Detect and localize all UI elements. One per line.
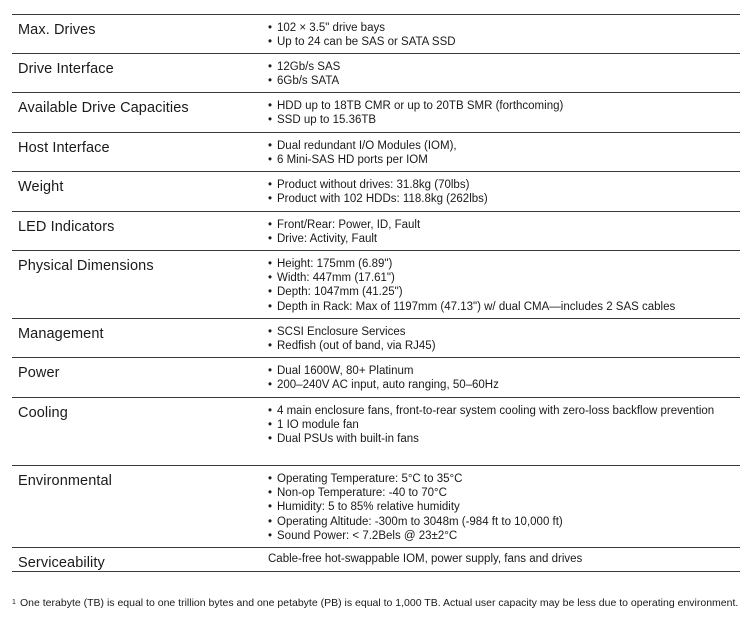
spec-value-text: 200–240V AC input, auto ranging, 50–60Hz xyxy=(277,379,499,392)
bullet-icon: • xyxy=(268,300,273,313)
spec-value-text: Depth in Rack: Max of 1197mm (47.13") w/ dual CMA—includes 2 SAS cables xyxy=(277,300,676,313)
spec-value-text: 1 IO module fan xyxy=(277,419,359,432)
spec-label: Available Drive Capacities xyxy=(18,100,189,116)
spec-values xyxy=(268,398,740,465)
spec-row xyxy=(12,466,740,548)
spec-value-text: Redfish (out of band, via RJ45) xyxy=(277,340,436,353)
spec-label: Drive Interface xyxy=(18,61,114,77)
spec-label: Weight xyxy=(18,179,64,195)
bullet-icon: • xyxy=(268,405,273,417)
bullet-icon: • xyxy=(268,326,273,338)
bullet-icon: • xyxy=(268,219,273,231)
spec-value-text: Humidity: 5 to 85% relative humidity xyxy=(277,501,460,514)
spec-value-item xyxy=(268,378,740,392)
spec-value-item xyxy=(268,404,740,418)
spec-value-text: Operating Altitude: -300m to 3048m (-984 ft to 10,000 ft) xyxy=(277,515,563,528)
bullet-icon: • xyxy=(268,473,273,485)
spec-value-text: 6 Mini-SAS HD ports per IOM xyxy=(277,154,428,167)
spec-row xyxy=(12,251,740,319)
spec-value-item xyxy=(268,325,740,339)
spec-value-text: Front/Rear: Power, ID, Fault xyxy=(277,219,421,231)
spec-value-text: Dual 1600W, 80+ Platinum xyxy=(277,365,414,377)
bullet-icon: • xyxy=(268,36,273,49)
spec-label: LED Indicators xyxy=(18,219,115,235)
spec-value-item xyxy=(268,21,740,35)
bullet-icon: • xyxy=(268,233,273,246)
spec-value-item xyxy=(268,339,740,353)
bullet-icon: • xyxy=(268,22,273,34)
spec-value-item xyxy=(268,300,740,314)
bullet-icon: • xyxy=(268,154,273,167)
spec-row xyxy=(12,93,740,133)
spec-row xyxy=(12,172,740,212)
spec-value-item xyxy=(268,99,740,113)
spec-row xyxy=(12,548,740,572)
spec-value-text: Operating Temperature: 5°C to 35°C xyxy=(277,473,463,485)
spec-value-text: SSD up to 15.36TB xyxy=(277,114,377,127)
spec-value-item xyxy=(268,552,740,566)
spec-value-item xyxy=(268,515,740,529)
spec-value-text: 6Gb/s SATA xyxy=(277,75,340,88)
bullet-icon: • xyxy=(268,529,273,542)
spec-value-text: Non-op Temperature: -40 to 70°C xyxy=(277,487,447,500)
spec-row xyxy=(12,319,740,358)
spec-values xyxy=(268,251,740,318)
spec-label: Max. Drives xyxy=(18,22,96,38)
bullet-icon: • xyxy=(268,272,273,285)
spec-value-item xyxy=(268,178,740,192)
spec-value-text: SCSI Enclosure Services xyxy=(277,326,406,338)
bullet-icon: • xyxy=(268,258,273,270)
spec-label: Environmental xyxy=(18,473,112,489)
bullet-icon: • xyxy=(268,114,273,127)
spec-value-item xyxy=(268,257,740,271)
spec-row xyxy=(12,398,740,466)
spec-values xyxy=(268,172,740,211)
spec-value-item xyxy=(268,35,740,49)
spec-label: Management xyxy=(18,326,104,342)
spec-values xyxy=(268,319,740,357)
spec-value-item xyxy=(268,486,740,500)
bullet-icon: • xyxy=(268,419,273,432)
spec-table xyxy=(12,14,740,572)
bullet-icon: • xyxy=(268,365,273,377)
spec-value-item xyxy=(268,139,740,153)
bullet-icon: • xyxy=(268,379,273,392)
spec-value-item xyxy=(268,418,740,432)
spec-value-text: Sound Power: < 7.2Bels @ 23±2°C xyxy=(277,529,458,542)
spec-value-item xyxy=(268,472,740,486)
spec-values xyxy=(268,466,740,547)
spec-value-text: Width: 447mm (17.61") xyxy=(277,272,395,285)
spec-values xyxy=(268,358,740,397)
spec-value-item xyxy=(268,153,740,167)
spec-value-text: Depth: 1047mm (41.25") xyxy=(277,286,403,299)
spec-value-item xyxy=(268,192,740,206)
footnote-text: One terabyte (TB) is equal to one trillion bytes and one petabyte (PB) is equal to 1,000 TB. Actual user capacity may be less due to operating environment. xyxy=(20,597,739,609)
bullet-icon: • xyxy=(268,100,273,112)
spec-values xyxy=(268,15,740,53)
spec-value-item xyxy=(268,285,740,299)
bullet-icon: • xyxy=(268,61,273,73)
spec-label: Host Interface xyxy=(18,140,110,156)
spec-value-item xyxy=(268,500,740,514)
bullet-icon: • xyxy=(268,487,273,500)
spec-value-text: 12Gb/s SAS xyxy=(277,61,341,73)
spec-value-item xyxy=(268,364,740,378)
spec-value-text: 4 main enclosure fans, front-to-rear system cooling with zero-loss backflow prevention xyxy=(277,405,715,417)
spec-label: Cooling xyxy=(18,405,68,421)
spec-values xyxy=(268,54,740,92)
spec-label: Serviceability xyxy=(18,555,105,571)
bullet-icon: • xyxy=(268,286,273,299)
spec-value-text: HDD up to 18TB CMR or up to 20TB SMR (forthcoming) xyxy=(277,100,564,112)
spec-value-text: Product without drives: 31.8kg (70lbs) xyxy=(277,179,470,191)
bullet-icon: • xyxy=(268,501,273,514)
footnote xyxy=(12,597,740,611)
footnote-mark: 1 xyxy=(12,599,16,606)
spec-label: Power xyxy=(18,365,60,381)
spec-value-item xyxy=(268,232,740,246)
spec-value-text: Drive: Activity, Fault xyxy=(277,233,378,246)
spec-values xyxy=(268,548,740,571)
spec-value-item xyxy=(268,60,740,74)
bullet-icon: • xyxy=(268,340,273,353)
bullet-icon: • xyxy=(268,433,273,446)
spec-value-item xyxy=(268,432,740,446)
spec-label: Physical Dimensions xyxy=(18,258,154,274)
bullet-icon: • xyxy=(268,140,273,152)
bullet-icon: • xyxy=(268,193,273,206)
spec-row xyxy=(12,358,740,398)
spec-value-item xyxy=(268,529,740,543)
spec-row xyxy=(12,15,740,54)
bullet-icon: • xyxy=(268,515,273,528)
bullet-icon: • xyxy=(268,75,273,88)
spec-values xyxy=(268,93,740,132)
spec-value-text: Dual redundant I/O Modules (IOM), xyxy=(277,140,457,152)
spec-value-item xyxy=(268,271,740,285)
spec-value-item xyxy=(268,218,740,232)
spec-row xyxy=(12,212,740,251)
spec-value-item xyxy=(268,74,740,88)
spec-values xyxy=(268,133,740,171)
spec-value-text: 102 × 3.5" drive bays xyxy=(277,22,385,34)
spec-row xyxy=(12,54,740,93)
spec-value-text: Product with 102 HDDs: 118.8kg (262lbs) xyxy=(277,193,488,206)
spec-value-item xyxy=(268,113,740,127)
spec-value-text: Dual PSUs with built-in fans xyxy=(277,433,419,446)
spec-value-text: Height: 175mm (6.89") xyxy=(277,258,393,270)
spec-values xyxy=(268,212,740,250)
spec-value-text: Cable-free hot-swappable IOM, power supply, fans and drives xyxy=(268,553,583,565)
bullet-icon: • xyxy=(268,179,273,191)
spec-value-text: Up to 24 can be SAS or SATA SSD xyxy=(277,36,456,49)
spec-row xyxy=(12,133,740,172)
